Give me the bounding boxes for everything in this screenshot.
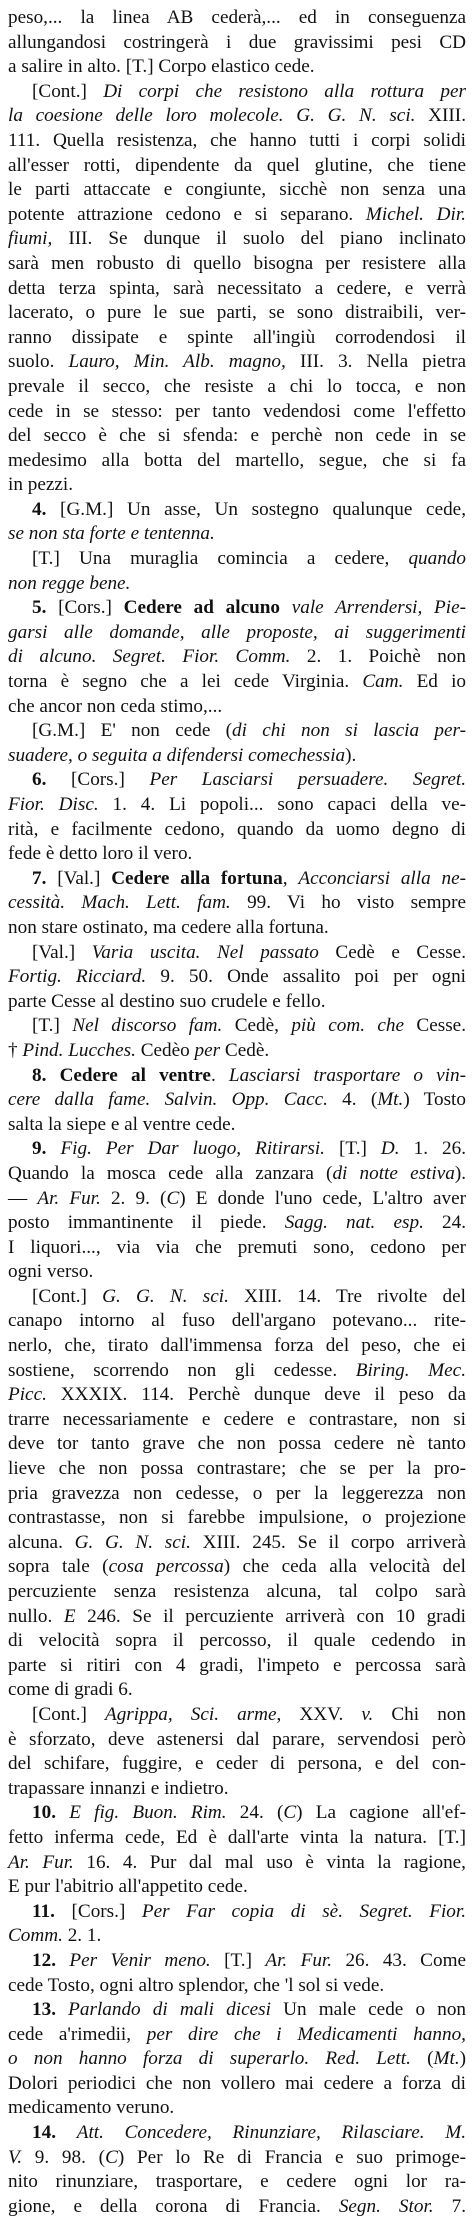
text-line xyxy=(8,350,466,375)
text-line xyxy=(8,252,466,277)
text-line xyxy=(8,1088,466,1113)
italic-text: di chi non si lascia per- xyxy=(232,720,466,742)
text-run: ) Per lo Re di Francia e suo primoge- xyxy=(117,2146,467,2168)
bold-text: Cedere ad alcuno xyxy=(123,597,281,619)
italic-text: Ar. Fur. xyxy=(37,1187,101,1209)
italic-text: Per Lasciarsi persuadere. Segret. xyxy=(149,769,466,791)
italic-text: Acconciarsi alla ne- xyxy=(298,867,467,889)
text-run: XIII. 14. Tre rivolte del xyxy=(228,1285,466,1307)
text-line xyxy=(8,867,466,892)
text-line xyxy=(8,572,466,597)
text-run: canapo intorno al fuso dell'argano potevano... rite- xyxy=(8,1310,466,1332)
italic-text: garsi alle domande, alle proposte, ai suggerimenti xyxy=(8,621,466,643)
bold-text: Cedere al ventre xyxy=(59,1064,211,1086)
italic-text: C xyxy=(166,1187,180,1209)
text-run: è sforzato, deve astenersi dal parare, servendosi però xyxy=(8,1728,466,1750)
text-line xyxy=(8,31,466,56)
italic-text: per xyxy=(194,1039,221,1061)
text-run: nullo. xyxy=(8,1605,64,1627)
italic-text: C xyxy=(283,1802,297,1824)
italic-text: Att. Concedere, Rinunziare, Rilasciare. M. xyxy=(76,2122,467,2144)
text-run: del secco è che si sfenda: e perchè non cede in se xyxy=(8,425,466,447)
text-line xyxy=(8,1949,466,1974)
text-line xyxy=(8,1801,466,1826)
text-line xyxy=(8,916,466,941)
text-run: medicamento veruno. xyxy=(8,2097,175,2119)
text-line xyxy=(8,645,466,670)
text-run: [T.] Una muraglia comincia a cedere, xyxy=(32,548,409,570)
text-run: ) E donde l'uno cede, L'altro aver xyxy=(179,1187,467,1209)
italic-text: E xyxy=(63,1605,76,1627)
text-run: [Val.] xyxy=(32,941,92,963)
text-line xyxy=(8,2121,466,2146)
text-run xyxy=(46,1065,59,1086)
text-line xyxy=(8,621,466,646)
text-line xyxy=(8,1064,466,1089)
text-run: alcuna. xyxy=(8,1531,75,1553)
text-line xyxy=(8,1236,466,1261)
text-run: 2. 1. Poichè non xyxy=(290,646,466,668)
italic-text: Per Venir meno. xyxy=(69,1949,211,1971)
bold-text: 7. xyxy=(32,867,47,889)
text-line xyxy=(8,1974,466,1999)
text-line xyxy=(8,1359,466,1384)
text-line xyxy=(8,719,466,744)
italic-text: vale Arrendersi, Pie- xyxy=(280,597,466,619)
italic-text: Picc. xyxy=(8,1384,47,1406)
text-line xyxy=(8,1014,466,1039)
text-line xyxy=(8,2096,466,2121)
bold-text: 8. xyxy=(32,1064,47,1086)
text-line xyxy=(8,522,466,547)
text-line xyxy=(8,2047,466,2072)
text-run: prevale il secco, che resiste a chi lo tocca, e non xyxy=(8,375,466,397)
italic-text: Fig. Per Dar luogo, Ritirarsi. xyxy=(60,1138,325,1160)
bold-text: 5. xyxy=(32,597,47,619)
text-line xyxy=(8,1482,466,1507)
text-line xyxy=(8,203,466,228)
text-run: III. Se dunque il suolo del piano inclinato xyxy=(52,228,466,250)
text-line xyxy=(8,1137,466,1162)
text-line xyxy=(8,1605,466,1630)
text-line xyxy=(8,1826,466,1851)
text-run: trarre necessariamente e cedere e contrastare, non si xyxy=(8,1408,466,1430)
text-line xyxy=(8,301,466,326)
text-line xyxy=(8,129,466,154)
text-run: 24. xyxy=(423,1212,467,1234)
text-run: XXXIX. 114. Perchè dunque deve il peso da xyxy=(46,1384,466,1406)
text-run: ) xyxy=(459,2048,467,2070)
text-run: deve tor tanto grave che non possa cedere nè tanto xyxy=(8,1433,466,1455)
text-line xyxy=(8,670,466,695)
text-line xyxy=(8,1211,466,1236)
text-run: in pezzi. xyxy=(8,474,73,496)
text-run: di velocità sopra il percosso, il quale cedendo in xyxy=(8,1630,466,1652)
text-line xyxy=(8,1629,466,1654)
bold-text: 13. xyxy=(32,1999,56,2021)
text-run: 7. xyxy=(433,2195,467,2217)
text-run: 99. Vi ho visto sempre xyxy=(230,892,466,914)
italic-text: Sagg. nat. esp. xyxy=(284,1212,424,1234)
text-run: come di gradi 6. xyxy=(8,1679,133,1701)
text-line xyxy=(8,2023,466,2048)
text-run xyxy=(56,2122,77,2143)
italic-text: per dire che i Medicamenti hanno, xyxy=(146,2023,466,2045)
text-run: pria gravezza non cedesse, o per la leggerezza non xyxy=(8,1482,466,1504)
text-run: fetto inferma cede, Ed è dall'arte vinta la natura. [T.] xyxy=(8,1826,466,1848)
italic-text: Cam. xyxy=(362,671,404,693)
italic-text: V. xyxy=(8,2146,23,2168)
text-run: † xyxy=(8,1039,23,1061)
text-run: [T.] xyxy=(32,1015,73,1037)
text-line xyxy=(8,1408,466,1433)
text-run: ) Tosto xyxy=(403,1089,466,1111)
text-run: Cedèo xyxy=(135,1039,195,1061)
italic-text: C xyxy=(105,2146,118,2168)
text-line xyxy=(8,178,466,203)
italic-text: cosa percossa xyxy=(108,1556,224,1578)
text-run: XIII. xyxy=(415,105,466,127)
text-line xyxy=(8,596,466,621)
text-line xyxy=(8,793,466,818)
text-line xyxy=(8,842,466,867)
text-run: , xyxy=(282,867,299,889)
text-line xyxy=(8,2170,466,2195)
text-line xyxy=(8,1678,466,1703)
text-line xyxy=(8,1851,466,1876)
bold-text: Cedere alla fortuna xyxy=(111,867,283,889)
text-run: trapassare innanzi e indietro. xyxy=(8,1777,229,1799)
text-line xyxy=(8,1703,466,1728)
text-run: 246. Se il percuziente arriverà con 10 gradi xyxy=(75,1605,466,1627)
text-line xyxy=(8,400,466,425)
text-run: [Cont.] xyxy=(32,1285,103,1307)
text-run: rità, e facilmente cedono, quando da uomo degno di xyxy=(8,818,466,840)
italic-text: quando xyxy=(408,548,466,570)
text-line xyxy=(8,941,466,966)
text-run: ). xyxy=(454,1162,467,1184)
text-run: [G.M.] E' non cede ( xyxy=(32,720,233,742)
text-run: Un male cede o non xyxy=(270,1999,467,2021)
text-run: all'esser rotti, dipendente da quel glutine, che tiene xyxy=(8,154,466,176)
text-line xyxy=(8,6,466,31)
italic-text: Per Far copia di sè. Segret. Fior. xyxy=(141,1900,467,1922)
text-run: posto immantinente il piede. xyxy=(8,1212,285,1234)
text-line xyxy=(8,1285,466,1310)
text-run: I liquori..., via via che premuti sono, cedono per xyxy=(8,1236,466,1258)
text-run: cede Tosto, ogni altro splendor, che 'l sol si vede. xyxy=(8,1974,385,1996)
text-line xyxy=(8,1187,466,1212)
bold-text: 6. xyxy=(32,769,47,791)
text-run: percuziente senza resistenza alcuna, tal colpo sarà xyxy=(8,1581,466,1602)
text-run xyxy=(46,1138,60,1159)
text-run: non stare ostinato, ma cedere alla fortuna. xyxy=(8,916,329,938)
italic-text: se non sta forte e tentenna. xyxy=(8,523,215,545)
text-run: . xyxy=(210,1064,229,1086)
text-run: 2. 1. xyxy=(62,1925,102,1947)
text-run: ) La cagione all'ef- xyxy=(296,1802,466,1824)
text-run: 1. 4. Li popoli... sono capaci della ve- xyxy=(98,794,466,815)
text-run: del schifare, fuggire, e ceder di persona, e del con- xyxy=(8,1753,466,1775)
text-line xyxy=(8,449,466,474)
text-line xyxy=(8,80,466,105)
italic-text: o non hanno forza di superarlo. Red. Lett. xyxy=(8,2048,411,2070)
italic-text: Lasciarsi trasportare o vin- xyxy=(228,1064,466,1086)
italic-text: Michel. Dir. xyxy=(365,203,466,225)
bold-text: 10. xyxy=(32,1802,56,1824)
italic-text: Lauro, Min. Alb. magno, xyxy=(68,351,286,373)
text-run: a salire in alto. [T.] Corpo elastico cede. xyxy=(8,56,315,78)
text-run: 4. ( xyxy=(327,1089,378,1111)
text-run: Cedè e Cesse. xyxy=(318,941,466,963)
italic-text: Ar. Fur. xyxy=(8,1851,74,1873)
text-run: gione, e della corona di Francia. xyxy=(8,2195,339,2217)
text-run: XIII. 245. Se il corpo arriverà xyxy=(190,1531,466,1553)
text-run: 2. 9. ( xyxy=(100,1187,167,1209)
text-run: Quando la mosca cede alla zanzara ( xyxy=(8,1162,333,1184)
text-line xyxy=(8,1777,466,1802)
text-run: Chi non xyxy=(373,1703,466,1725)
italic-text: Nel discorso fam. xyxy=(72,1015,223,1037)
text-run: potente attrazione cedono e si separano. xyxy=(8,203,366,225)
text-run: Cedè. xyxy=(220,1039,270,1061)
text-run xyxy=(56,1950,69,1971)
text-run: che ancor non ceda stimo,... xyxy=(8,695,223,717)
text-line xyxy=(8,1506,466,1531)
text-line xyxy=(8,1039,466,1064)
text-line xyxy=(8,768,466,793)
text-run xyxy=(56,1802,69,1823)
italic-text: Biring. Mec. xyxy=(355,1359,466,1381)
text-line xyxy=(8,1432,466,1457)
text-run: sopra tale ( xyxy=(8,1556,109,1578)
italic-text: Segn. Stor. xyxy=(338,2195,434,2217)
text-run: 16. 4. Pur dal mal uso è vinta la ragione, xyxy=(73,1851,466,1873)
italic-text: Mt. xyxy=(433,2048,460,2070)
text-run: Cesse. xyxy=(404,1015,466,1037)
text-line xyxy=(8,2072,466,2097)
italic-text: Pind. Lucches. xyxy=(22,1039,136,1061)
text-run: [Cont.] xyxy=(32,80,104,102)
text-line xyxy=(8,473,466,498)
italic-text: Parlando di mali dicesi xyxy=(68,1999,271,2021)
text-line xyxy=(8,1334,466,1359)
italic-text: Fortig. Ricciard. xyxy=(8,966,147,988)
text-run: 9. 98. ( xyxy=(22,2146,106,2168)
italic-text: Fior. Disc. xyxy=(8,794,99,815)
text-line xyxy=(8,1998,466,2023)
text-line xyxy=(8,1457,466,1482)
text-line xyxy=(8,1654,466,1679)
text-line xyxy=(8,965,466,990)
text-line xyxy=(8,1260,466,1285)
italic-text: cere dalla fame. Salvin. Opp. Cacc. xyxy=(8,1089,328,1111)
text-run: [T.] xyxy=(210,1949,266,1971)
text-run: ranno dissipate e spinte all'ingiù corrodendosi il xyxy=(8,326,466,348)
text-run: suolo. xyxy=(8,351,69,373)
text-line xyxy=(8,2195,466,2219)
italic-text: la coesione delle loro molecole. G. G. N. sci. xyxy=(8,105,416,127)
text-line xyxy=(8,326,466,351)
text-run: fede è detto loro il vero. xyxy=(8,843,193,865)
italic-text: Ar. Fur. xyxy=(265,1949,333,1971)
text-run: Dolori periodici che non vollero mai cedere a forza di xyxy=(8,2072,466,2094)
text-run: ( xyxy=(410,2048,434,2070)
italic-text: più com. che xyxy=(291,1015,405,1037)
text-run: ) che ceda alla velocità del xyxy=(223,1556,466,1578)
text-line xyxy=(8,891,466,916)
text-run: Cedè, xyxy=(222,1015,292,1037)
text-run: lieve che non possa contrastare; che se per la pro- xyxy=(8,1458,466,1480)
text-run: sarà men robusto di quello bisogna per resistere alla xyxy=(8,252,466,274)
text-line xyxy=(8,1383,466,1408)
text-run: ). xyxy=(345,744,357,766)
text-line xyxy=(8,1113,466,1138)
italic-text: Di corpi che resistono alla rottura per xyxy=(103,80,466,102)
text-run: sostiene, scorrendo non gli cedesse. xyxy=(8,1359,356,1381)
text-run: salta la siepe e al ventre cede. xyxy=(8,1113,236,1135)
text-line xyxy=(8,1924,466,1949)
text-run: [Cors.] xyxy=(54,1900,142,1922)
text-line xyxy=(8,744,466,769)
text-run: — xyxy=(8,1187,38,1209)
italic-text: cessità. Mach. Lett. fam. xyxy=(8,892,231,914)
italic-text: Varia uscita. Nel passato xyxy=(91,941,319,963)
text-run: 26. 43. Come xyxy=(332,1949,467,1971)
italic-text: G. G. N. sci. xyxy=(102,1285,229,1307)
italic-text: Comm. xyxy=(8,1925,63,1947)
italic-text: di notte estiva xyxy=(332,1162,455,1184)
text-line xyxy=(8,375,466,400)
text-run xyxy=(56,1999,68,2020)
text-line xyxy=(8,1580,466,1605)
text-run: [Cors.] xyxy=(46,597,124,619)
text-run: , XXV. xyxy=(276,1703,362,1725)
bold-text: 11. xyxy=(32,1900,55,1922)
text-run: 1. 26. xyxy=(399,1138,467,1160)
text-run: peso,... la linea AB cederà,... ed in conseguenza xyxy=(8,7,466,28)
text-run: [G.M.] Un asse, Un sostegno qualunque cede, xyxy=(46,498,466,520)
italic-text: fiumi, xyxy=(8,228,53,250)
text-run: contrastasse, non si farebbe impulsione, o projezione xyxy=(8,1507,466,1529)
italic-text: suadere, o seguita a difendersi comechessia xyxy=(8,744,346,766)
text-line xyxy=(8,104,466,129)
text-line xyxy=(8,2146,466,2171)
text-run: 24. ( xyxy=(226,1802,284,1824)
text-line xyxy=(8,1900,466,1925)
text-run: [T.] xyxy=(324,1138,381,1160)
text-line xyxy=(8,498,466,523)
italic-text: E fig. Buon. Rim. xyxy=(69,1802,227,1824)
text-run: 9. 50. Onde assalito poi per ogni xyxy=(146,966,466,988)
text-run: 111. Quella resistenza, che hanno tutti i corpi solidi xyxy=(8,129,466,151)
text-line xyxy=(8,1531,466,1556)
text-line xyxy=(8,1309,466,1334)
text-run: nerlo, che, tirato dall'immensa forza del peso, che ei xyxy=(8,1335,466,1357)
italic-text: non regge bene. xyxy=(8,572,131,594)
text-run: cede a'rimedii, xyxy=(8,2023,147,2045)
italic-text: di alcuno. Segret. Fior. Comm. xyxy=(8,646,291,668)
text-line xyxy=(8,227,466,252)
text-line xyxy=(8,277,466,302)
text-line xyxy=(8,424,466,449)
bold-text: 14. xyxy=(32,2122,56,2144)
text-run: lacerato, o pure le sue parti, se sono distraibili, ver- xyxy=(8,302,466,324)
text-run: parte Cesse al destino suo crudele e fello. xyxy=(8,990,326,1012)
text-run: ogni verso. xyxy=(8,1261,94,1283)
text-line xyxy=(8,547,466,572)
text-run: torna è segno che a lei cede Virginia. xyxy=(8,671,363,693)
text-run: detta terza spinta, sarà necessitato a cedere, e verrà xyxy=(8,277,466,299)
text-line xyxy=(8,55,466,80)
text-line xyxy=(8,990,466,1015)
italic-text: G. G. N. sci. xyxy=(74,1531,191,1553)
italic-text: Agrippa, Sci. arme xyxy=(104,1703,277,1725)
text-line xyxy=(8,1162,466,1187)
italic-text: D. xyxy=(380,1138,400,1160)
text-line xyxy=(8,818,466,843)
text-line xyxy=(8,1728,466,1753)
text-run: cede in se stesso: per tanto vedendosi come l'effetto xyxy=(8,400,466,422)
text-run: medesimo alla botta del martello, segue, che si fa xyxy=(8,449,466,471)
bold-text: 12. xyxy=(32,1949,56,1971)
text-run: parte si ritiri con 4 gradi, l'impeto e percossa sarà xyxy=(8,1654,466,1676)
text-run: Ed io xyxy=(403,671,466,693)
text-run: III. 3. Nella pietra xyxy=(285,351,466,373)
text-line xyxy=(8,154,466,179)
text-run: E pur l'abitrio all'appetito cede. xyxy=(8,1876,248,1898)
text-run: [Cors.] xyxy=(46,769,150,791)
text-run: nito rinunziare, trasportare, e cedere ogni lor ra- xyxy=(8,2171,466,2193)
text-run: allungandosi costringerà i due gravissimi pesi CD xyxy=(8,31,466,53)
text-run: [Cont.] xyxy=(32,1703,105,1725)
italic-text: Mt. xyxy=(377,1089,404,1111)
italic-text: v. xyxy=(361,1703,374,1725)
text-line xyxy=(8,1752,466,1777)
text-line xyxy=(8,1875,466,1900)
text-run: le parti attaccate e congiunte, sicchè non senza una xyxy=(8,179,466,201)
text-line xyxy=(8,1555,466,1580)
text-line xyxy=(8,695,466,720)
bold-text: 9. xyxy=(32,1138,47,1160)
text-run: [Val.] xyxy=(46,867,112,889)
bold-text: 4. xyxy=(32,498,47,520)
